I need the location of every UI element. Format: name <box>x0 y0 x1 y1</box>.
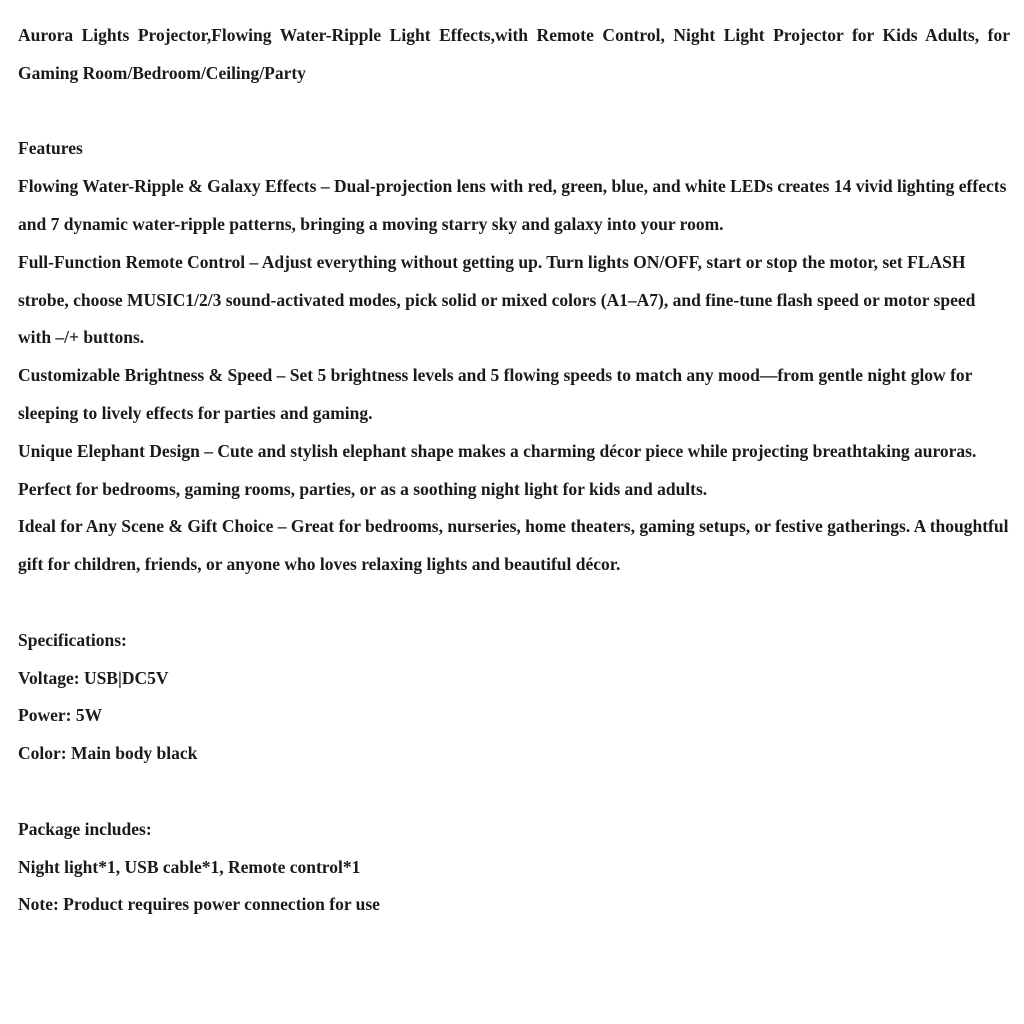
package-note: Note: Product requires power connection for use <box>18 894 380 915</box>
feature-item-brightness-speed: Customizable Brightness & Speed – Set 5 brightness levels and 5 flowing speeds to match any mood—from gentle night glow for sleeping to lively effects for parties and gaming. <box>18 365 973 423</box>
spec-color: Color: Main body black <box>18 743 198 764</box>
spec-power: Power: 5W <box>18 705 103 726</box>
features-heading: Features <box>18 138 83 159</box>
spec-voltage: Voltage: USB|DC5V <box>18 667 169 688</box>
feature-item-gift-choice: Ideal for Any Scene & Gift Choice – Great for bedrooms, nurseries, home theaters, gaming setups, or festive gatherings. A thoughtful gift for children, friends, or anyone who loves relaxing lights and beautiful décor. <box>18 516 1009 575</box>
package-contents: Night light*1, USB cable*1, Remote control*1 <box>18 856 361 877</box>
product-description <box>18 17 1010 924</box>
feature-item-elephant-design: Unique Elephant Design – Cute and stylish elephant shape makes a charming décor piece while projecting breathtaking auroras. Perfect for bedrooms, gaming rooms, parties, or as a soothing night light for kids and adults. <box>18 440 977 499</box>
spacer <box>18 93 1010 131</box>
product-title: Aurora Lights Projector,Flowing Water-Ripple Light Effects,with Remote Control, Night Light Projector for Kids Adults, for Gaming Room/Bedroom/Ceiling/Party <box>18 25 1010 83</box>
spacer <box>18 584 1010 622</box>
specifications-heading: Specifications: <box>18 629 127 650</box>
feature-item-water-ripple: Flowing Water-Ripple & Galaxy Effects – Dual-projection lens with red, green, blue, and white LEDs creates 14 vivid lighting effects and 7 dynamic water-ripple patterns, bringing a moving starry sky and galaxy into your room. <box>18 176 1007 234</box>
package-heading: Package includes: <box>18 818 152 839</box>
spacer <box>18 773 1010 811</box>
feature-item-remote-control: Full-Function Remote Control – Adjust everything without getting up. Turn lights ON/OFF, start or stop the motor, set FLASH strobe, choose MUSIC1/2/3 sound-activated modes, pick solid or mixed colors (A1–A7), and fine-tune flash speed or motor speed with –/+ buttons. <box>18 251 976 348</box>
